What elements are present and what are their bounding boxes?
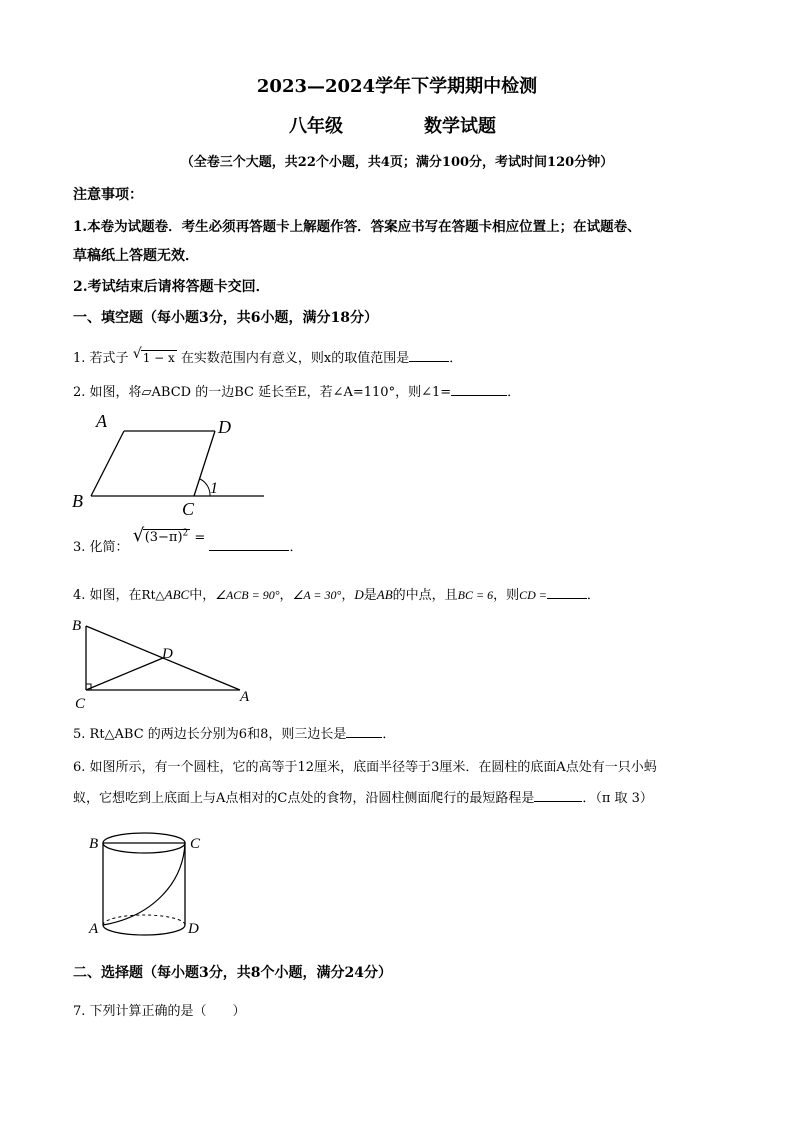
label-a: A [89, 921, 99, 937]
subject-label: 数学试题 [424, 116, 496, 137]
label-a: A [96, 411, 107, 431]
question-7: 7. 下列计算正确的是（ ） [73, 1004, 246, 1019]
right-triangle-figure [68, 612, 258, 712]
label-b: B [89, 836, 99, 852]
answer-blank [409, 349, 449, 362]
question-3: 3. 化简： √ $(3-\pi)^2$ = ． [73, 524, 303, 555]
answer-blank [547, 586, 587, 599]
question-6-line-2: 蚁，它想吃到上底面上与A点相对的C点处的食物，沿圆柱侧面爬行的最短路程是 ．（π 取 3） [73, 791, 653, 806]
parallelogram-figure [66, 405, 276, 515]
question-5: 5. Rt△ABC 的两边长分别为6和8，则三边长是 ． [73, 727, 396, 742]
question-1: 1. 若式子 √ 1 − x 在实数范围内有意义，则x的取值范围是 ． [73, 346, 463, 366]
label-c: C [182, 499, 195, 515]
cylinder-figure [80, 825, 220, 945]
answer-blank [534, 789, 582, 802]
label-b: B [72, 618, 82, 634]
exam-info: （全卷三个大题，共22个小题，共4页；满分100分，考试时间120分钟） [180, 155, 614, 170]
label-d: D [218, 417, 231, 437]
question-6-line-1: 6. 如图所示，有一个圆柱，它的高等于12厘米，底面半径等于3厘米．在圆柱的底面A点处有一只小蚂 [73, 760, 657, 775]
label-d: D [162, 646, 173, 662]
label-b: B [72, 491, 83, 511]
label-c: C [75, 696, 86, 712]
section-1-heading: 一、填空题（每小题3分，共6小题，满分18分） [73, 310, 378, 326]
notice-heading: 注意事项： [73, 187, 143, 203]
sqrt-expression: √ $(3-\pi)^2$ = [132, 524, 206, 546]
notice-item-1-line-1: 1.本卷为试题卷．考生必须再答题卡上解题作答．答案应书写在答题卡相应位置上；在试题卷、 [73, 219, 641, 235]
notice-item-2: 2.考试结束后请将答题卡交回． [73, 279, 270, 295]
question-4: 4. 如图，在Rt△ABC中，∠ACB = 90°，∠A = 30°，D是AB的中点，且BC = 6，则CD = ． [73, 587, 600, 603]
label-angle-1: 1 [210, 480, 218, 497]
grade-label: 八年级 [289, 116, 343, 137]
label-a: A [240, 689, 250, 705]
label-d: D [188, 921, 199, 937]
answer-blank [346, 725, 382, 738]
exam-title: 2023—2024学年下学期期中检测 [256, 76, 538, 97]
answer-blank [451, 383, 507, 396]
answer-blank [209, 538, 289, 551]
label-c: C [190, 836, 201, 852]
notice-item-1-line-2: 草稿纸上答题无效． [73, 248, 199, 264]
sqrt-expression: √ 1 − x [132, 346, 175, 365]
section-2-heading: 二、选择题（每小题3分，共8个小题，满分24分） [73, 965, 392, 981]
question-2: 2. 如图，将▱ABCD 的一边BC 延长至E，若∠A=110°，则∠1= ． [73, 385, 521, 400]
